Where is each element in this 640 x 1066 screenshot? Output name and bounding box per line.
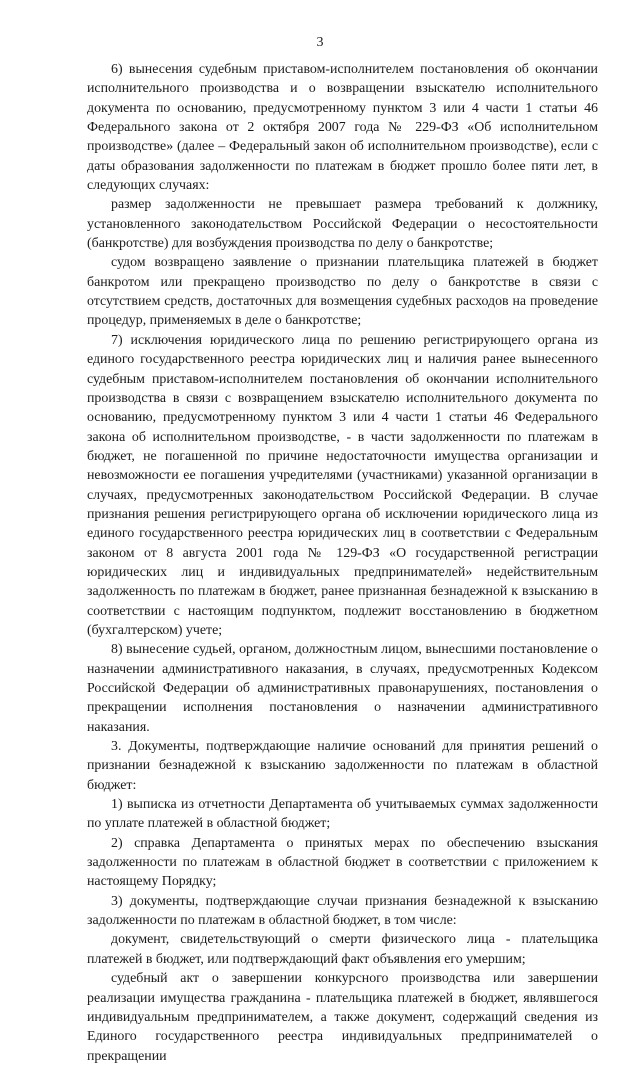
page-number: 3: [316, 35, 324, 50]
paragraph-item-7: 7) исключения юридического лица по решению регистрирующего органа из единого государственного реестра юридических лиц и наличия ранее вынесенного судебным приставом-исполнителем постановления об окончании исполнительного производства в связи с возвращением взыскателю исполнительного документа по основанию, предусмотренному пунктом 3 или 4 части 1 статьи 46 Федерального закона об исполнительном производстве, - в части задолженности по платежам в бюджет, не погашенной по причине недостаточности имущества организации и невозможности ее погашения учредителями (участниками) указанной организации в случаях, предусмотренных законодательством Российской Федерации. В случае признания решения регистрирующего органа об исключении юридического лица из единого государственного реестра юридических лиц в соответствии с Федеральным законом от 8 августа 2001 года № 129-ФЗ «О государственной регистрации юридических лиц и индивидуальных предпринимателей» недействительным задолженность по платежам в бюджет, ранее признанная безнадежной к взысканию в соответствии с настоящим подпунктом, подлежит восстановлению в бюджетном (бухгалтерском) учете;: [87, 332, 598, 638]
paragraph-debt-size: размер задолженности не превышает размера требований к должнику, установленного законодательством Российской Федерации о несостоятельности (банкротстве) для возбуждения производства по делу о банкротстве;: [87, 197, 598, 252]
paragraph-item-6: 6) вынесения судебным приставом-исполнителем постановления об окончании исполнительного производства и о возвращении взыскателю исполнительного документа по основанию, предусмотренному пунктом 3 или 4 части 1 статьи 46 Федерального закона от 2 октября 2007 года № 229-ФЗ «Об исполнительном производстве» (далее – Федеральный закон об исполнительном производстве), если с даты образования задолженности по платежам в бюджет прошло более пяти лет, в следующих случаях:: [87, 62, 598, 194]
paragraph-death-document: документ, свидетельствующий о смерти физического лица - плательщика платежей в бюджет, или подтверждающий факт объявления его умершим;: [87, 932, 598, 967]
paragraph-court-act: судебный акт о завершении конкурсного производства или завершении реализации имущества гражданина - плательщика платежей в бюджет, являвшегося индивидуальным предпринимателем, а также документ, содержащий сведения из Единого государственного реестра индивидуальных предпринимателей о прекращении: [87, 971, 598, 1064]
paragraph-bankruptcy-returned: судом возвращено заявление о признании плательщика платежей в бюджет банкротом или прекращено производство по делу о банкротстве в связи с отсутствием средств, достаточных для возмещения судебных расходов на проведение процедур, применяемых в деле о банкротстве;: [87, 255, 598, 329]
paragraph-doc-1: 1) выписка из отчетности Департамента об учитываемых суммах задолженности по уплате платежей в областной бюджет;: [87, 797, 598, 832]
document-body: [87, 60, 598, 1066]
paragraph-doc-2: 2) справка Департамента о принятых мерах по обеспечению взыскания задолженности по платежам в областной бюджет в соответствии с приложением к настоящему Порядку;: [87, 835, 598, 890]
paragraph-section-3: 3. Документы, подтверждающие наличие оснований для принятия решений о признании безнадежной к взысканию задолженности по платежам в областной бюджет:: [87, 739, 598, 793]
paragraph-doc-3: 3) документы, подтверждающие случаи признания безнадежной к взысканию задолженности по платежам в областной бюджет, в том числе:: [87, 893, 598, 929]
paragraph-item-8: 8) вынесение судьей, органом, должностным лицом, вынесшими постановление о назначении административного наказания, в случаях, предусмотренных Кодексом Российской Федерации об административных правонарушениях, постановления о прекращении исполнения постановления о назначении административного наказания.: [87, 642, 598, 735]
